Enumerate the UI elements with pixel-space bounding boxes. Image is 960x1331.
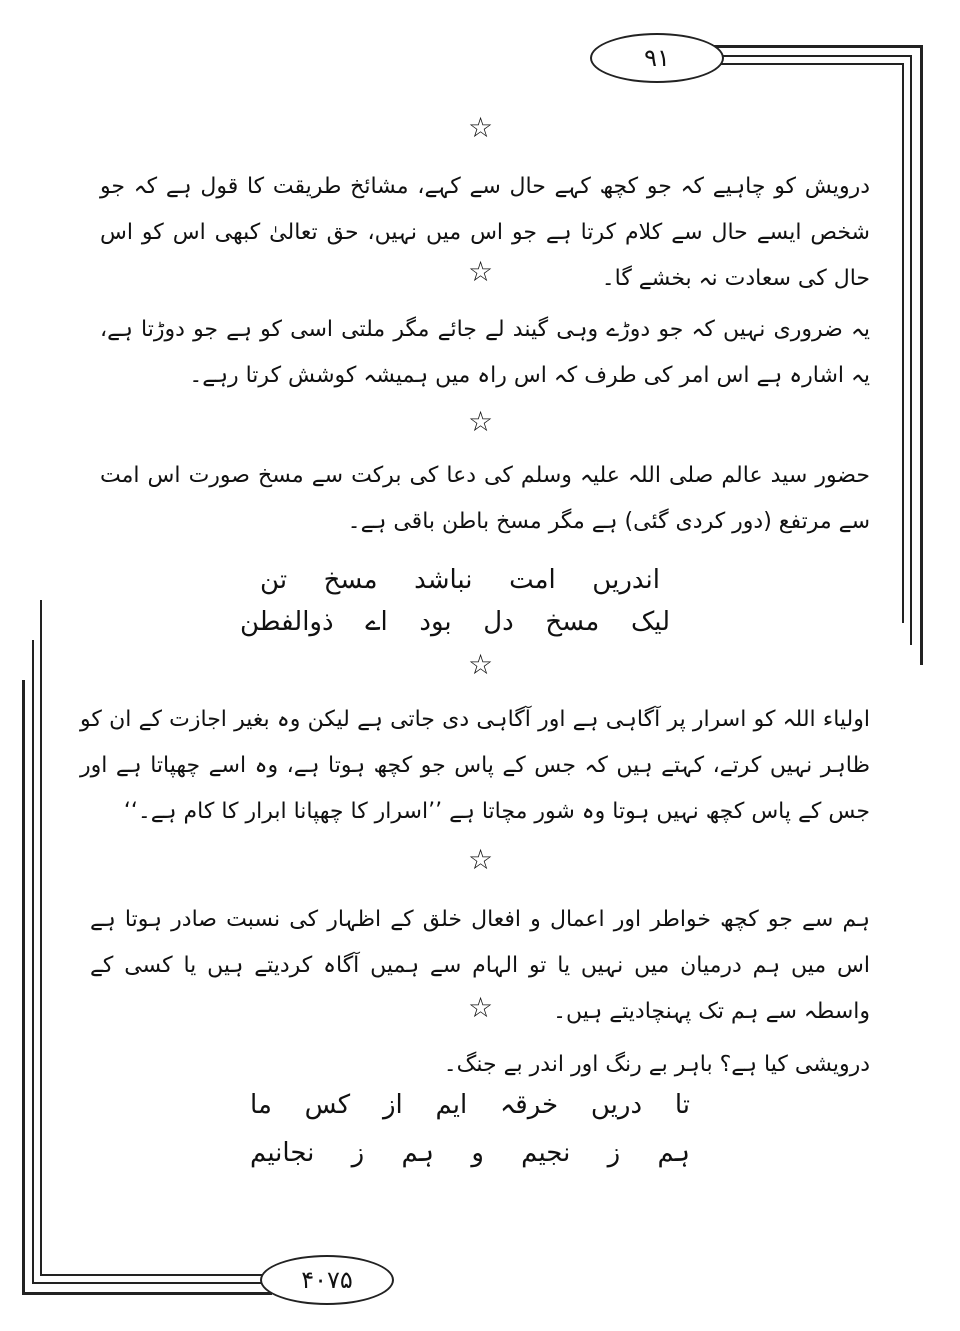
star-ornament: ☆ (468, 648, 494, 681)
page-number-top (590, 33, 724, 83)
verse-word: نجانیم (250, 1138, 315, 1168)
border-bottom-line-3 (40, 1274, 272, 1276)
verse-word: ذوالفطن (240, 607, 334, 637)
verse-word: نباشد (414, 565, 473, 595)
border-right-line-3 (902, 63, 904, 623)
verse-word: ما (250, 1090, 272, 1120)
star-ornament: ☆ (468, 991, 494, 1024)
verse-1-line-1 (260, 560, 660, 600)
paragraph-5: ہم سے جو کچھ خواطر اور اعمال و افعال خلق کے اظہار کی نسبت صادر ہوتا ہے اس میں ہم درمیان میں نہیں یا تو الہام سے ہمیں آگاہ کردیتے ہیں یا کسی کے واسطہ سے ہم تک پہنچادیتے ہیں۔ (90, 907, 870, 1024)
border-left-line (22, 680, 25, 1292)
page-number-bottom (260, 1255, 394, 1305)
star-ornament: ☆ (468, 111, 494, 144)
verse-word: و (471, 1138, 484, 1168)
verse-word: دل (483, 607, 514, 637)
verse-word: بود (419, 607, 452, 637)
verse-word: ایم (435, 1090, 468, 1120)
verse-word: لیک (630, 607, 670, 637)
verse-word: نجیم (521, 1138, 571, 1168)
paragraph-2: یہ ضروری نہیں کہ جو دوڑے وہی گیند لے جائے مگر ملتی اسی کو ہے جو دوڑتا ہے، یہ اشارہ ہے اس امر کی طرف کہ اس راہ میں ہمیشہ کوشش کرتا رہے۔ (100, 317, 870, 388)
verse-word: مسخ (323, 565, 378, 595)
verse-2-line-2 (250, 1133, 690, 1173)
paragraph-6: درویشی کیا ہے؟ باہر بے رنگ اور اندر بے جنگ۔ (443, 1052, 870, 1077)
paragraph-4: اولیاء اللہ کو اسرار پر آگاہی ہے اور آگاہی دی جاتی ہے لیکن وہ بغیر اجازت کے ان کو ظاہر نہیں کرتے، کہتے ہیں کہ جس کے پاس جو کچھ ہوتا ہے، وہ اسے چھپاتا ہے اور جس کے پاس کچھ نہیں ہوتا وہ شور مچاتا ہے ’’اسرار کا چھپانا ابرار کا کام ہے۔‘‘ (80, 707, 871, 824)
verse-word: ہم (657, 1138, 690, 1168)
border-right-line (920, 45, 923, 665)
border-bottom-line (22, 1292, 272, 1295)
verse-1-line-2 (240, 602, 670, 642)
star-ornament: ☆ (468, 405, 494, 438)
verse-2-line-1 (250, 1085, 690, 1125)
verse-word: ز (607, 1138, 621, 1168)
verse-word: از (382, 1090, 403, 1120)
verse-word: تا (674, 1090, 690, 1120)
border-left-line-2 (32, 640, 34, 1282)
verse-word: تن (260, 565, 288, 595)
verse-word: اندریں (592, 565, 660, 595)
star-ornament: ☆ (468, 255, 494, 288)
border-left-line-3 (40, 600, 42, 1274)
border-right-line-2 (910, 55, 912, 645)
verse-word: امت (509, 565, 556, 595)
page-number-top-text: ۹۱ (644, 44, 670, 72)
page-number-bottom-text: ۴۰۷۵ (301, 1266, 353, 1294)
verse-word: خرقہ (500, 1090, 559, 1120)
border-bottom-line-2 (32, 1282, 272, 1284)
verse-word: دریں (590, 1090, 643, 1120)
verse-word: ہم (401, 1138, 435, 1168)
verse-word: اے (365, 607, 388, 637)
verse-word: کس (304, 1090, 351, 1120)
verse-word: مسخ (545, 607, 600, 637)
paragraph-1: درویش کو چاہیے کہ جو کچھ کہے حال سے کہے، مشائخ طریقت کا قول ہے کہ جو شخص ایسے حال سے کلام کرتا ہے جو اس میں نہیں، حق تعالیٰ کبھی اس کو اس حال کی سعادت نہ بخشے گا۔ (100, 174, 870, 291)
paragraph-3: حضور سید عالم صلی اللہ علیہ وسلم کی دعا کی برکت سے مسخ صورت اس امت سے مرتفع (دور کردی گئی) ہے مگر مسخ باطن باقی ہے۔ (100, 463, 870, 534)
star-ornament: ☆ (468, 843, 494, 876)
verse-word: ز (351, 1138, 365, 1168)
